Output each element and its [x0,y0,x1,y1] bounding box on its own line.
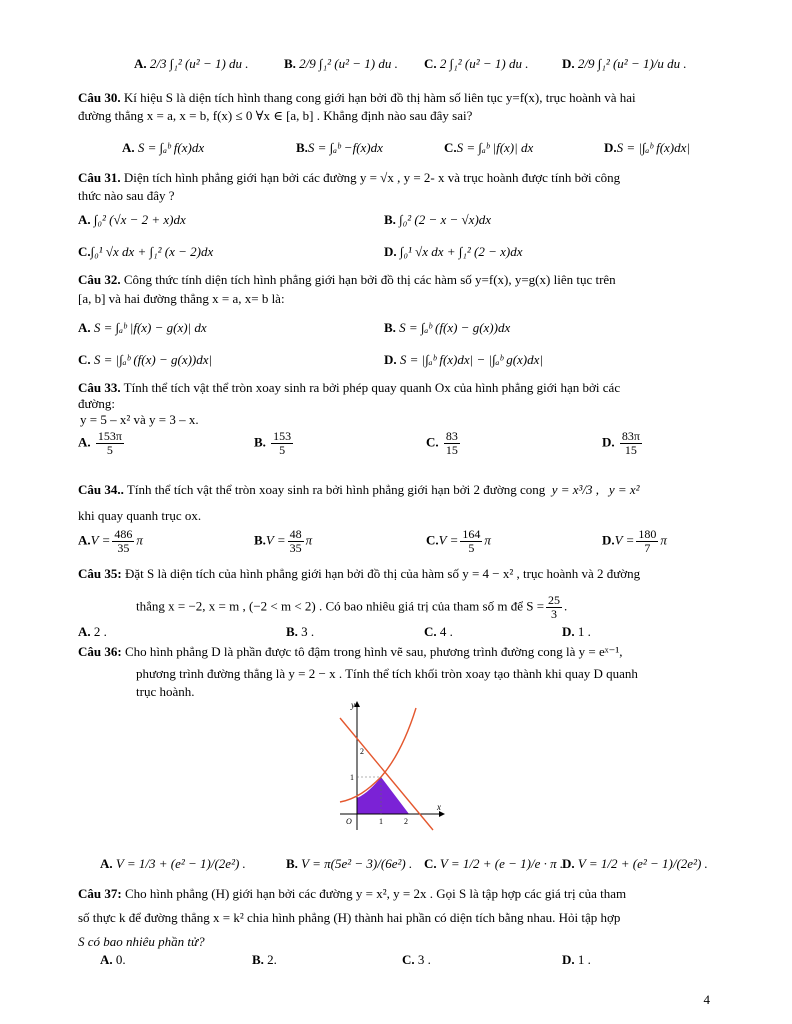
q35-option-d: D. 1 . [562,624,591,639]
q31-option-c: C.∫₀¹ √x dx + ∫₁² (x − 2)dx [78,244,214,259]
q31-option-a: A. ∫₀² (√x − 2 + x)dx [78,212,186,227]
q36-text-line-3: trục hoành. [136,684,195,699]
q35-text-line-1: Câu 35: Đặt S là diện tích của hình phẳng giới hạn bởi đồ thị của hàm số y = 4 − x² , trục hoành và 2 đường [78,566,641,581]
q37-option-d: D. 1 . [562,952,591,967]
q29-option-b: B. 2/9 ∫₁² (u² − 1) du . [284,56,398,71]
q31-option-b: B. ∫₀² (2 − x − √x)dx [384,212,492,227]
x-tick-1: 1 [379,817,383,826]
q35-option-b: B. 3 . [286,624,315,639]
q34-option-d: D.V = $\frac{180}{7}$ π [602,527,667,555]
q32-option-a: A. S = ∫ₐᵇ |f(x) − g(x)| dx [78,320,207,335]
q34-option-a: A.V = $\frac{486}{35}$ π [78,527,143,555]
q37-text-line-2: số thực k để đường thẳng x = k² chia hình phẳng (H) thành hai phần có diện tích bằng nhau. Hỏi tập hợp [78,910,621,925]
q34-text-line-1: Câu 34.. Tính thể tích vật thể tròn xoay sinh ra bởi hình phẳng giới hạn bởi 2 đường cong y = x³/3 , y = x² [78,482,640,497]
q36-text-line-1: Câu 36: Cho hình phẳng D là phần được tô đậm trong hình vẽ sau, phương trình đường cong là y = eˣ⁻¹, [78,644,623,659]
q30-option-d: D.S = |∫ₐᵇ f(x)dx| [604,140,690,155]
q35-option-c: C. 4 . [424,624,453,639]
q30-option-b: B.S = ∫ₐᵇ −f(x)dx [296,140,383,155]
q37-text-line-3: S có bao nhiêu phần tử? [78,934,205,949]
q33-text-line-1: Câu 33. Tính thể tích vật thể tròn xoay sinh ra bởi phép quay quanh Ox của hình phẳng giới hạn bởi các [78,380,621,395]
shaded-region [357,777,409,814]
q30-text-line-1: Câu 30. Kí hiệu S là diện tích hình thang cong giới hạn bởi đồ thị hàm số liên tục y=f(x), trục hoành và hai [78,90,636,105]
q32-option-d: D. S = |∫ₐᵇ f(x)dx| − |∫ₐᵇ g(x)dx| [384,352,543,367]
q33-text-line-3: y = 5 – x² và y = 3 – x. [80,412,199,427]
y-tick-1: 1 [350,773,354,782]
q36-option-a: A. V = 1/3 + (e² − 1)/(2e²) . [100,856,246,871]
q31-text-line-1: Câu 31. Diện tích hình phẳng giới hạn bởi các đường y = √x , y = 2- x và trục hoành được tính bởi công [78,170,621,185]
q32-text-line-1: Câu 32. Công thức tính diện tích hình phẳng giới hạn bởi đồ thị các hàm số y=f(x), y=g(x) liên tục trên [78,272,616,287]
x-axis-label: x [437,802,441,812]
q37-option-b: B. 2. [252,952,277,967]
q32-option-c: C. S = |∫ₐᵇ (f(x) − g(x))dx| [78,352,213,367]
q30-text-line-2: đường thẳng x = a, x = b, f(x) ≤ 0 ∀x ∈ [a, b] . Khẳng định nào sau đây sai? [78,108,473,123]
q35-text-line-2: thẳng x = −2, x = m , (−2 < m < 2) . Có bao nhiêu giá trị của tham số m để S = $\frac{25}{3}$ . [136,593,568,621]
q36-option-c: C. V = 1/2 + (e − 1)/e · π . [424,856,564,871]
x-tick-2: 2 [404,817,408,826]
q31-text-line-2: thức nào sau đây ? [78,188,175,203]
q35-option-a: A. 2 . [78,624,107,639]
q30-option-a: A. S = ∫ₐᵇ f(x)dx [122,140,205,155]
q29-option-c: C. 2 ∫₁² (u² − 1) du . [424,56,529,71]
q29-option-d: D. 2/9 ∫₁² (u² − 1)/u du . [562,56,687,71]
q33-option-c: C. $\frac{83}{15}$ [426,429,458,457]
q37-option-c: C. 3 . [402,952,431,967]
q32-option-b: B. S = ∫ₐᵇ (f(x) − g(x))dx [384,320,511,335]
q37-option-a: A. 0. [100,952,126,967]
q36-option-b: B. V = π(5e² − 3)/(6e²) . [286,856,413,871]
q34-option-b: B.V = $\frac{48}{35}$ π [254,527,313,555]
q36-option-d: D. V = 1/2 + (e² − 1)/(2e²) . [562,856,708,871]
q33-option-d: D. $\frac{83\pi}{15}$ [602,429,640,457]
q37-text-line-1: Câu 37: Cho hình phẳng (H) giới hạn bởi các đường y = x², y = 2x . Gọi S là tập hợp các giá trị của tham [78,886,627,901]
q33-option-a: A. $\frac{153\pi}{5}$ [78,429,122,457]
q34-text-line-2: khi quay quanh trục ox. [78,508,202,523]
q32-text-line-2: [a, b] và hai đường thẳng x = a, x= b là: [78,291,285,306]
q36-text-line-2: phương trình đường thẳng là y = 2 − x . Tính thể tích khối tròn xoay tạo thành khi quay D quanh [136,666,638,681]
q31-option-d: D. ∫₀¹ √x dx + ∫₁² (2 − x)dx [384,244,523,259]
q34-option-c: C.V = $\frac{164}{5}$ π [426,527,491,555]
q33-text-line-2: đường: [78,396,116,411]
q33-option-b: B. $\frac{153}{5}$ [254,429,292,457]
q36-graph-figure [336,698,448,834]
page-number: 4 [703,992,710,1007]
y-axis-label: y [351,700,355,710]
origin-label: O [346,817,352,826]
q29-option-a: A. 2/3 ∫₁² (u² − 1) du . [134,56,249,71]
y-tick-2: 2 [360,747,364,756]
q30-option-c: C.S = ∫ₐᵇ |f(x)| dx [444,140,534,155]
